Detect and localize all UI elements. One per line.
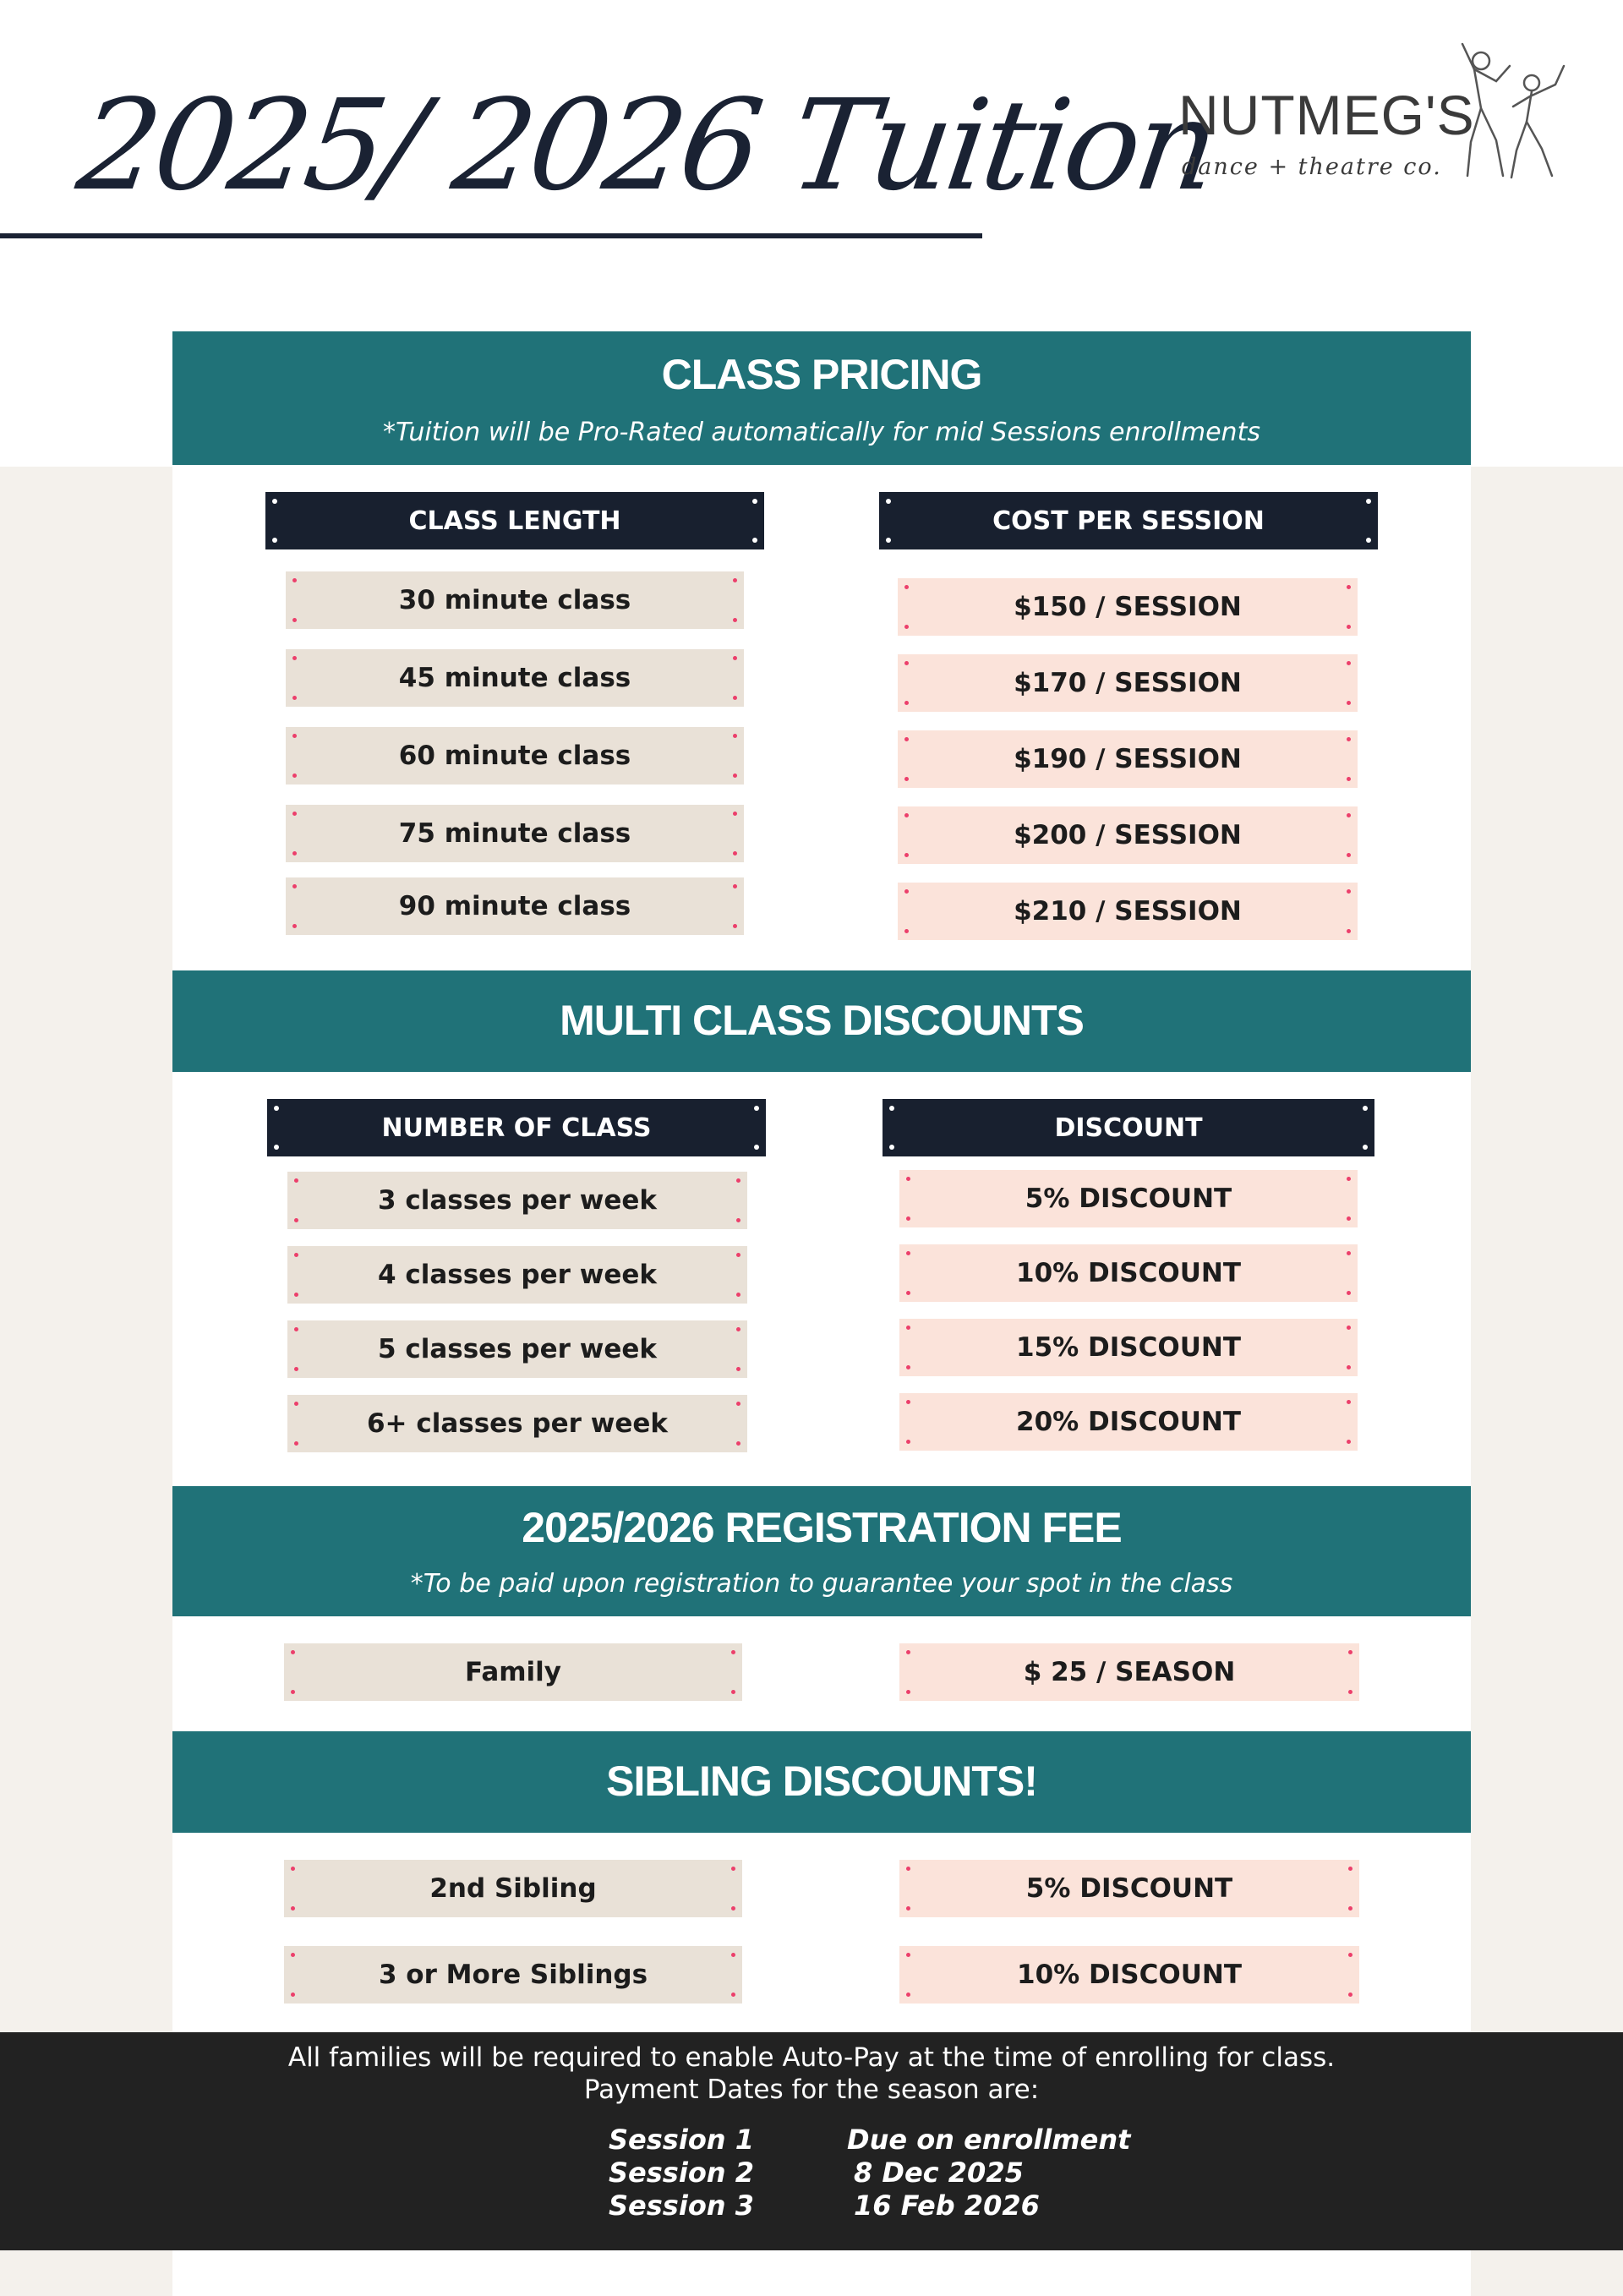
class-count-text: 4 classes per week	[377, 1260, 658, 1290]
cost-cell	[898, 578, 1358, 636]
registration-family-text: Family	[464, 1657, 562, 1687]
payment-footer	[0, 2032, 1623, 2250]
sibling-discount-cell	[899, 1860, 1359, 1917]
sibling-discounts-banner	[172, 1731, 1471, 1833]
sibling-label-text: 3 or More Siblings	[378, 1960, 648, 1990]
discount-cell	[899, 1170, 1358, 1227]
sibling-discount-text: 10% DISCOUNT	[1017, 1960, 1242, 1990]
class-count-cell	[287, 1172, 747, 1229]
class-length-cell	[286, 877, 744, 935]
discount-text: 15% DISCOUNT	[1016, 1332, 1241, 1363]
class-length-cell	[286, 649, 744, 707]
cost-text: $170 / SESSION	[1014, 668, 1242, 698]
dancers-icon	[1437, 41, 1572, 184]
discount-cell	[899, 1244, 1358, 1302]
logo-name: NUTMEG'S	[1178, 84, 1475, 146]
class-length-text: 75 minute class	[398, 818, 631, 849]
registration-fee-banner	[172, 1486, 1471, 1616]
registration-fee-note: *To be paid upon registration to guarantee your spot in the class	[410, 1569, 1233, 1599]
cost-cell	[898, 883, 1358, 940]
registration-family-cell	[284, 1643, 742, 1701]
studio-logo	[1167, 41, 1572, 193]
class-count-cell	[287, 1395, 747, 1452]
page-title: 2025/ 2026 Tuition	[69, 73, 1223, 218]
class-length-text: 60 minute class	[398, 741, 631, 771]
discount-header-label: DISCOUNT	[1054, 1112, 1203, 1143]
title-underline	[0, 233, 982, 238]
class-length-header-label: CLASS LENGTH	[408, 506, 621, 536]
cost-text: $150 / SESSION	[1014, 592, 1242, 622]
class-count-text: 3 classes per week	[377, 1185, 658, 1216]
cost-text: $200 / SESSION	[1014, 820, 1242, 850]
session-name: Session 3	[609, 2189, 754, 2222]
sibling-discounts-heading: SIBLING DISCOUNTS!	[606, 1758, 1037, 1805]
class-pricing-banner	[172, 331, 1471, 465]
class-pricing-heading: CLASS PRICING	[661, 351, 982, 398]
payment-dates-intro: Payment Dates for the season are:	[583, 2075, 1040, 2105]
sibling-label-cell	[284, 1860, 742, 1917]
sibling-discount-cell	[899, 1946, 1359, 2004]
cost-per-session-header-label: COST PER SESSION	[992, 506, 1265, 536]
logo-tagline: dance + theatre co.	[1182, 154, 1442, 180]
class-count-cell	[287, 1320, 747, 1378]
discount-text: 20% DISCOUNT	[1016, 1407, 1241, 1437]
cost-text: $190 / SESSION	[1014, 744, 1242, 774]
session-name: Session 1	[609, 2124, 754, 2156]
class-length-cell	[286, 805, 744, 862]
cost-text: $210 / SESSION	[1014, 896, 1242, 927]
class-pricing-note: *Tuition will be Pro-Rated automatically for mid Sessions enrollments	[383, 418, 1260, 447]
class-length-text: 90 minute class	[398, 891, 631, 921]
class-length-header	[265, 492, 764, 549]
session-name: Session 2	[609, 2157, 754, 2189]
class-length-text: 45 minute class	[398, 663, 631, 693]
autopay-notice: All families will be required to enable Auto-Pay at the time of enrolling for class.	[287, 2042, 1336, 2073]
sibling-discount-text: 5% DISCOUNT	[1025, 1873, 1233, 1904]
session-date: 16 Feb 2026	[854, 2189, 1040, 2222]
discount-cell	[899, 1393, 1358, 1451]
class-length-text: 30 minute class	[398, 585, 631, 615]
registration-fee-text: $ 25 / SEASON	[1023, 1657, 1236, 1687]
discount-header	[883, 1099, 1374, 1156]
class-count-cell	[287, 1246, 747, 1304]
discount-text: 5% DISCOUNT	[1025, 1184, 1232, 1214]
discount-text: 10% DISCOUNT	[1016, 1258, 1241, 1288]
registration-fee-heading: 2025/2026 REGISTRATION FEE	[522, 1504, 1122, 1551]
cost-cell	[898, 806, 1358, 864]
session-date: Due on enrollment	[847, 2124, 1131, 2156]
class-count-text: 5 classes per week	[377, 1334, 658, 1364]
multi-class-banner	[172, 970, 1471, 1072]
number-of-class-header	[267, 1099, 766, 1156]
session-date: 8 Dec 2025	[854, 2157, 1024, 2189]
class-length-cell	[286, 571, 744, 629]
registration-fee-cell	[899, 1643, 1359, 1701]
class-length-cell	[286, 727, 744, 784]
cost-per-session-header	[879, 492, 1378, 549]
class-count-text: 6+ classes per week	[366, 1408, 669, 1439]
multi-class-heading: MULTI CLASS DISCOUNTS	[560, 997, 1084, 1044]
sibling-label-cell	[284, 1946, 742, 2004]
sibling-label-text: 2nd Sibling	[429, 1873, 597, 1904]
number-of-class-header-label: NUMBER OF CLASS	[381, 1112, 652, 1143]
discount-cell	[899, 1319, 1358, 1376]
cost-cell	[898, 730, 1358, 788]
cost-cell	[898, 654, 1358, 712]
